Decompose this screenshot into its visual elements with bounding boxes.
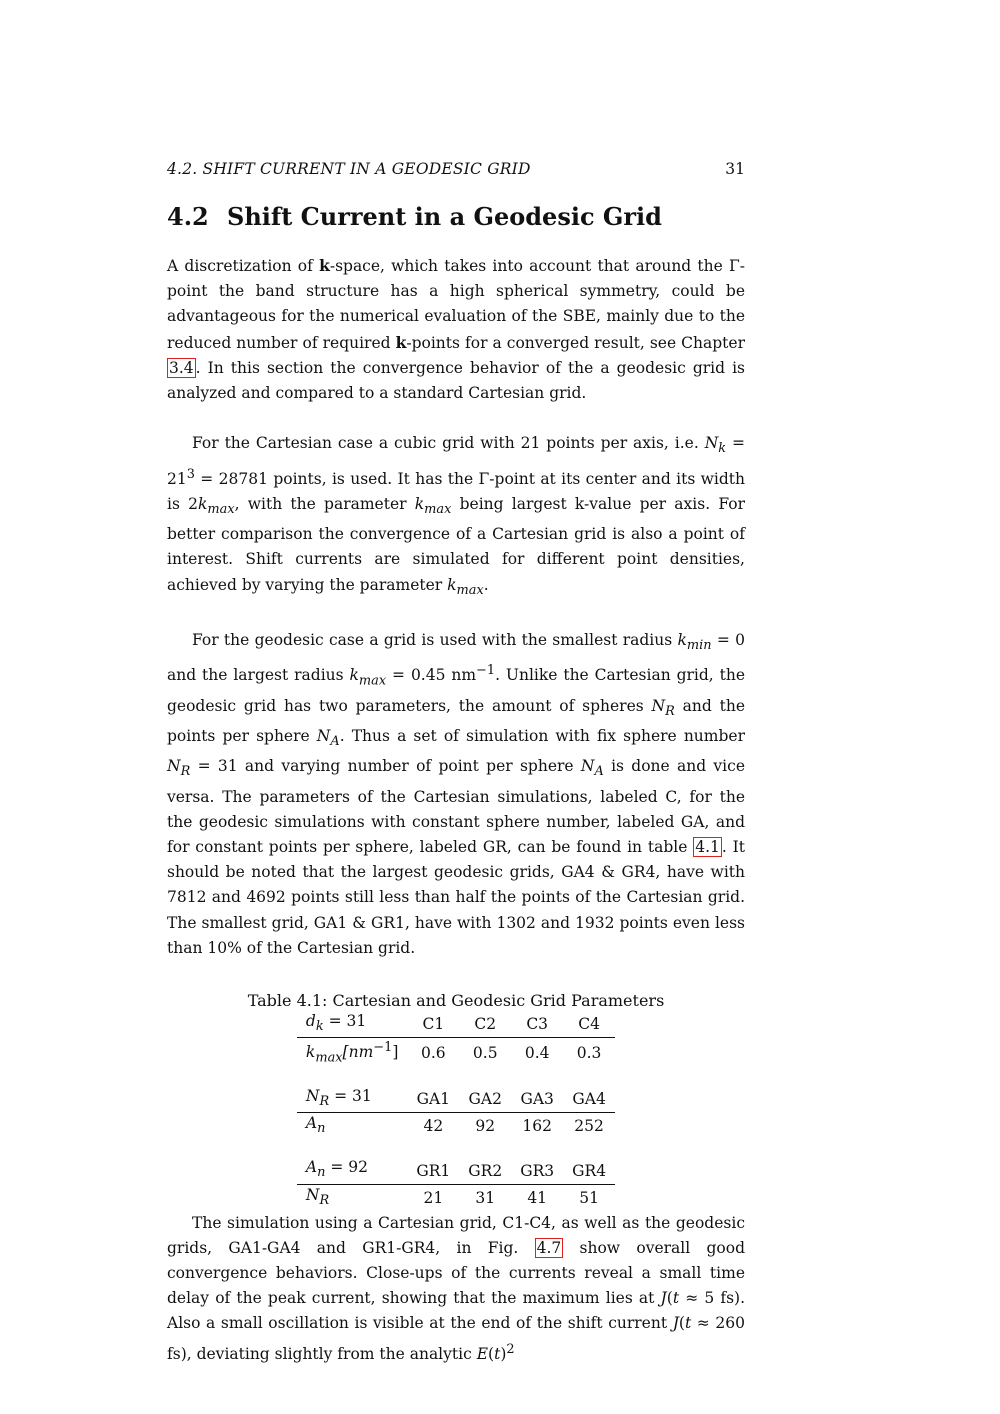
table-col-header: C3	[511, 1011, 563, 1038]
table-row-label: $k_{max}[nm^{-1}]$	[305, 1040, 399, 1066]
table-header-label: $d_k = 31$	[297, 1011, 407, 1038]
table-col-header: GR3	[511, 1157, 563, 1184]
chapter-ref-link[interactable]: 3.4	[169, 358, 194, 377]
table-col-header: C1	[407, 1011, 459, 1038]
grid-parameters-table	[297, 1011, 615, 1211]
paragraph-results: The simulation using a Cartesian grid, C1-C4, as well as the geodesic grids, GA1-GA4 and GR1-GR4, in Fig. 4.7 show overall good convergence behaviors. Close-ups of the currents reveal a small time delay of the peak current, showing that the maximum lies at J(t ≈ 5 fs). Also a small oscillation is visible at the end of the shift current J(t ≈ 260 fs), deviating slightly from the analytic $E(t)^2$	[167, 1213, 745, 1363]
table-col-header: GR2	[459, 1157, 511, 1184]
paragraph-intro: A discretization of k-space, which takes into account that around the Γ-point the band structure has a high spherical symmetry, could be advantageous for the numerical evaluation of the SBE, mainly due to the reduced number of required k-points for a converged result, see Chapter 3.4 . In this section the convergence behavior of the a geodesic grid is analyzed and compared to a standard Cartesian grid.	[167, 256, 746, 403]
table-cell: 0.4	[524, 1044, 550, 1063]
table-cell: 51	[579, 1188, 599, 1207]
table-col-header: GR4	[563, 1157, 615, 1184]
figure-ref-link[interactable]: 4.7	[536, 1238, 562, 1257]
paragraph-geodesic: For the geodesic case a grid is used with the smallest radius $k_{min} = 0$ and the largest radius $k_{max} = 0.45$ $nm^{-1}$. Unlike the Cartesian grid, the geodesic grid has two parameters, the amount of spheres $N_R$ and the points per sphere $N_A$. Thus a set of simulation with fix sphere number $N_R = 31$ and varying number of point per sphere $N_A$ is done and vice versa. The parameters of the Cartesian simulations, labeled C, for the the geodesic simulations with constant sphere number, labeled GA, and for constant points per sphere, labeled GR, can be found in table 4.1 . It should be noted that the largest geodesic grids, GA4 & GR4, have with 7812 and 4692 points still less than half the points of the Cartesian grid. The smallest grid, GA1 & GR1, have with 1302 and 1932 points even less than 10% of the Cartesian grid.	[167, 630, 746, 957]
grid-parameters-table-block	[246, 991, 666, 1211]
table-cell: 41	[527, 1188, 548, 1207]
table-row	[297, 1184, 615, 1211]
table-col-header: GA4	[563, 1086, 615, 1113]
section-title: Shift Current in a Geodesic Grid	[227, 202, 662, 231]
table-header-row	[297, 1086, 615, 1113]
page-number: 31	[725, 160, 745, 178]
table-col-header: GA1	[407, 1086, 459, 1113]
table-header-label: $N_R = 31$	[297, 1086, 407, 1113]
table-cell: 21	[423, 1188, 444, 1207]
table-cell: 0.5	[472, 1044, 498, 1063]
section-heading	[167, 202, 745, 231]
running-head	[167, 160, 745, 184]
table-header-label: $A_n = 92$	[297, 1157, 407, 1184]
table-row	[297, 1038, 615, 1069]
table-row-label: $A_n$	[305, 1114, 326, 1137]
table-header-row	[297, 1011, 615, 1038]
paragraph-cartesian: For the Cartesian case a cubic grid with 21 points per axis, i.e. $N_k = 21^3 = 28781$ points, is used. It has the Γ-point at its center and its width is $2k_{max}$, with the parameter $k_{max}$ being largest k-value per axis. For better comparison the convergence of a Cartesian grid is also a point of interest. Shift currents are simulated for different point densities, achieved by varying the parameter $k_{max}$.	[167, 434, 746, 598]
table-col-header: GR1	[407, 1157, 459, 1184]
table-cell: 92	[475, 1117, 496, 1136]
table-cell: 42	[423, 1117, 444, 1136]
table-row-label: $N_R$	[305, 1185, 330, 1208]
table-col-header: GA3	[511, 1086, 563, 1113]
table-caption: Table 4.1: Cartesian and Geodesic Grid Parameters	[247, 990, 665, 1010]
table-row	[297, 1113, 615, 1140]
table-col-header: C4	[563, 1011, 615, 1038]
section-number: 4.2	[167, 202, 209, 231]
table-header-row	[297, 1157, 615, 1184]
table-cell: 31	[475, 1188, 496, 1207]
table-cell: 0.6	[421, 1044, 446, 1063]
running-head-title: 4.2. SHIFT CURRENT IN A GEODESIC GRID	[167, 160, 531, 178]
table-ref-link[interactable]: 4.1	[695, 837, 720, 856]
table-col-header: C2	[459, 1011, 511, 1038]
table-cell: 0.3	[576, 1044, 602, 1063]
table-cell: 252	[574, 1117, 604, 1136]
table-cell: 162	[522, 1117, 552, 1136]
page-body	[167, 160, 745, 1367]
table-col-header: GA2	[459, 1086, 511, 1113]
